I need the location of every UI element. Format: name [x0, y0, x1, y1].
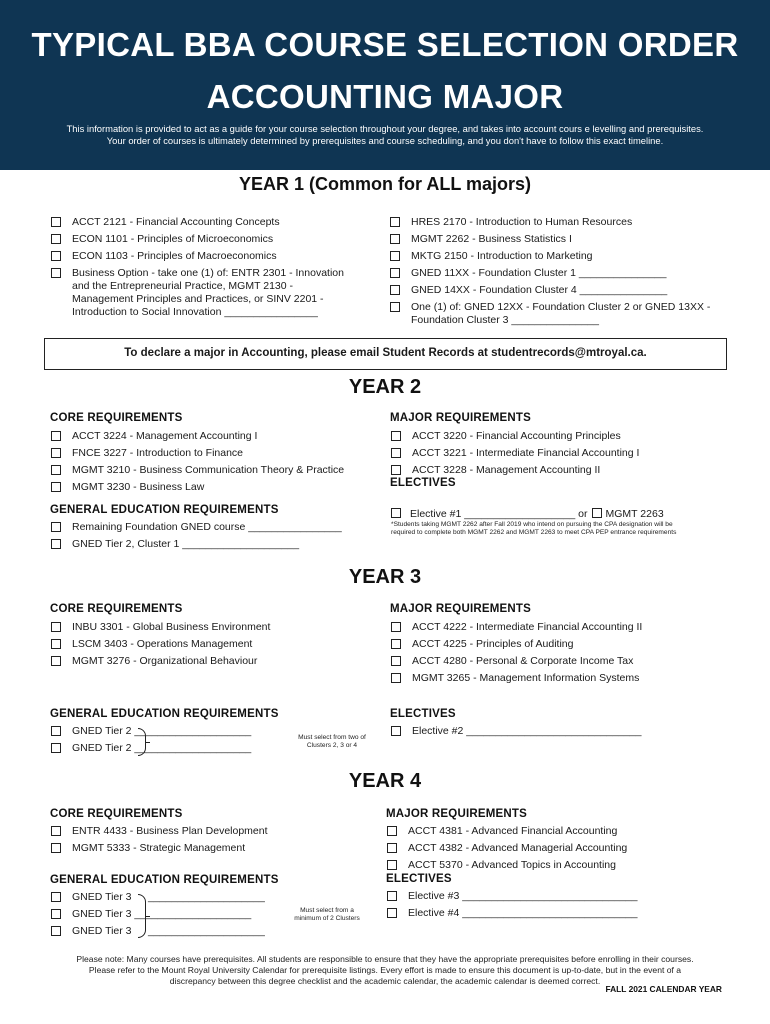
checklist-item	[51, 464, 381, 477]
year4-major-heading: MAJOR REQUIREMENTS	[386, 808, 527, 820]
checklist-item	[387, 842, 727, 855]
checkbox[interactable]	[51, 448, 61, 458]
checklist-item	[387, 859, 727, 872]
course-label: ECON 1103 - Principles of Macroeconomics	[72, 250, 277, 262]
checkbox[interactable]	[391, 726, 401, 736]
checklist-item	[51, 267, 351, 319]
checklist-item	[391, 464, 731, 477]
checklist-item	[387, 825, 727, 838]
cluster-brace	[138, 728, 146, 756]
checkbox[interactable]	[51, 926, 61, 936]
checkbox[interactable]	[390, 302, 400, 312]
checkbox[interactable]	[391, 431, 401, 441]
declare-major-box: To declare a major in Accounting, please email Student Records at studentrecords@mtroyal.ca.	[44, 338, 727, 370]
intro-line-2: Your order of courses is ultimately determined by prerequisites and course scheduling, and you don't have to follow this exact timeline.	[106, 135, 664, 146]
cluster-brace	[138, 894, 146, 938]
year2-major-heading: MAJOR REQUIREMENTS	[390, 412, 531, 424]
checklist-item	[390, 267, 730, 280]
year2-electives-heading: ELECTIVES	[390, 477, 456, 489]
course-label: MGMT 2262 - Business Statistics I	[411, 233, 572, 245]
checkbox[interactable]	[51, 217, 61, 227]
course-label: GNED Tier 2 ____________________	[72, 742, 252, 754]
checkbox[interactable]	[51, 482, 61, 492]
course-label: ACCT 3220 - Financial Accounting Principles	[412, 430, 621, 442]
checklist-item	[51, 725, 291, 738]
year4-title: YEAR 4	[348, 770, 422, 792]
footer-line: discrepancy between this degree checklist and the academic calendar, the academic calendar is deemed correct.	[169, 976, 601, 986]
year1-title: YEAR 1 (Common for ALL majors)	[238, 174, 532, 194]
checkbox[interactable]	[391, 465, 401, 475]
year3-electives-heading: ELECTIVES	[390, 708, 456, 720]
year2-gened-heading: GENERAL EDUCATION REQUIREMENTS	[50, 504, 279, 516]
checklist-item	[51, 908, 291, 921]
checklist-item	[390, 233, 730, 246]
intro-line-1: This information is provided to act as a guide for your course selection throughout your degree, and takes into account cours e levelling and prerequisites.	[66, 123, 704, 134]
checkbox[interactable]	[51, 909, 61, 919]
course-label: ACCT 4381 - Advanced Financial Accounting	[408, 825, 618, 837]
year2-core-list	[51, 430, 381, 498]
checklist-item	[390, 284, 730, 297]
footer-line: Please note: Many courses have prerequisites. All students are responsible to ensure that they have the appropriate prerequisites before enrolling in their courses.	[76, 954, 694, 964]
elective-label: Elective #3 ______________________________	[408, 890, 638, 902]
year4-gened-heading: GENERAL EDUCATION REQUIREMENTS	[50, 874, 279, 886]
course-label: INBU 3301 - Global Business Environment	[72, 621, 271, 633]
checklist-item	[51, 638, 381, 651]
checkbox[interactable]	[51, 522, 61, 532]
checklist-item	[51, 825, 381, 838]
course-label: MGMT 5333 - Strategic Management	[72, 842, 246, 854]
course-label: MGMT 3276 - Organizational Behaviour	[72, 655, 258, 667]
year2-major-list	[391, 430, 731, 481]
checklist-item	[390, 216, 730, 229]
calendar-year-label: FALL 2021 CALENDAR YEAR	[605, 984, 722, 994]
checkbox[interactable]	[391, 448, 401, 458]
year4-core-list	[51, 825, 381, 859]
footer-note	[40, 954, 730, 987]
course-label: GNED Tier 2, Cluster 1 ____________________	[72, 538, 300, 550]
checkbox[interactable]	[51, 465, 61, 475]
course-label: ENTR 4433 - Business Plan Development	[72, 825, 268, 837]
course-label: LSCM 3403 - Operations Management	[72, 638, 253, 650]
course-label: ACCT 4225 - Principles of Auditing	[412, 638, 574, 650]
elective-label: Elective #2 ______________________________	[412, 725, 642, 737]
year4-cluster-note	[282, 907, 372, 923]
course-label: MGMT 3265 - Management Information Systems	[412, 672, 640, 684]
year3-gened-list	[51, 725, 291, 759]
checkbox[interactable]	[387, 860, 397, 870]
checklist-item	[387, 890, 727, 903]
course-label: MKTG 2150 - Introduction to Marketing	[411, 250, 593, 262]
course-label: ACCT 3221 - Intermediate Financial Accounting I	[412, 447, 640, 459]
course-label: ECON 1101 - Principles of Microeconomics	[72, 233, 274, 245]
checkbox[interactable]	[51, 892, 61, 902]
course-label: FNCE 3227 - Introduction to Finance	[72, 447, 244, 459]
checklist-item	[51, 655, 381, 668]
checkbox[interactable]	[51, 234, 61, 244]
course-label: GNED 11XX - Foundation Cluster 1 _______________	[411, 267, 667, 279]
year3-cluster-note	[282, 734, 382, 750]
year2-gened-list	[51, 521, 381, 555]
intro-text	[20, 123, 750, 147]
course-label: GNED Tier 3	[72, 925, 132, 937]
checklist-item	[51, 842, 381, 855]
checkbox[interactable]	[390, 217, 400, 227]
note-line: *Students taking MGMT 2262 after Fall 2019 who intend on pursuing the CPA designation will be	[391, 521, 673, 528]
checkbox[interactable]	[390, 285, 400, 295]
elective-alt-label: MGMT 2263	[605, 508, 664, 520]
checkbox[interactable]	[387, 826, 397, 836]
year1-left-list	[51, 216, 351, 323]
year3-major-heading: MAJOR REQUIREMENTS	[390, 603, 531, 615]
course-label: GNED Tier 2 ____________________	[72, 725, 252, 737]
course-label: ACCT 2121 - Financial Accounting Concepts	[72, 216, 280, 228]
checklist-item	[51, 481, 381, 494]
course-label: ACCT 4222 - Intermediate Financial Accounting II	[412, 621, 643, 633]
checkbox[interactable]	[391, 656, 401, 666]
checkbox[interactable]	[390, 234, 400, 244]
year4-major-list	[387, 825, 727, 876]
checkbox[interactable]	[51, 726, 61, 736]
checkbox[interactable]	[51, 431, 61, 441]
checklist-item	[391, 621, 731, 634]
checkbox[interactable]	[391, 508, 401, 518]
year4-gened-line-bottom[interactable]: ____________________	[148, 925, 265, 937]
checkbox[interactable]	[390, 251, 400, 261]
checklist-item	[51, 430, 381, 443]
course-label: Business Option - take one (1) of: ENTR 2301 - Innovation and the Entrepreneurial Practice, MGMT 2130 - Management Principles and Practices, or SINV 2201 - Introduction to Social Innovation ________________	[72, 267, 344, 318]
course-label: One (1) of: GNED 12XX - Foundation Cluster 2 or GNED 13XX - Foundation Cluster 3 _______________	[411, 301, 711, 326]
checklist-item	[51, 250, 351, 263]
elective-label: Elective #4 ______________________________	[408, 907, 638, 919]
checkbox[interactable]	[51, 826, 61, 836]
year4-core-heading: CORE REQUIREMENTS	[50, 808, 183, 820]
checkbox[interactable]	[51, 539, 61, 549]
year2-title: YEAR 2	[348, 376, 422, 398]
checkbox[interactable]	[387, 843, 397, 853]
course-label: GNED Tier 3 ____________________	[72, 908, 252, 920]
checklist-item	[51, 742, 291, 755]
year3-title: YEAR 3	[348, 566, 422, 588]
year3-major-list	[391, 621, 731, 689]
course-label: ACCT 3224 - Management Accounting I	[72, 430, 258, 442]
checkbox[interactable]	[390, 268, 400, 278]
year3-core-heading: CORE REQUIREMENTS	[50, 603, 183, 615]
note-line: Clusters 2, 3 or 4	[306, 742, 358, 749]
checklist-item	[51, 233, 351, 246]
course-label: ACCT 4382 - Advanced Managerial Accounting	[408, 842, 628, 854]
page-title: TYPICAL BBA COURSE SELECTION ORDER	[31, 26, 739, 63]
checklist-item	[51, 216, 351, 229]
year3-core-list	[51, 621, 381, 672]
year4-electives-heading: ELECTIVES	[386, 873, 452, 885]
course-label: MGMT 3210 - Business Communication Theory & Practice	[72, 464, 345, 476]
checklist-item	[51, 538, 381, 551]
checkbox[interactable]	[51, 843, 61, 853]
checklist-item	[51, 521, 381, 534]
checklist-item	[391, 655, 731, 668]
checkbox[interactable]	[391, 639, 401, 649]
year2-core-heading: CORE REQUIREMENTS	[50, 412, 183, 424]
checkbox[interactable]	[51, 622, 61, 632]
course-label: ACCT 4280 - Personal & Corporate Income Tax	[412, 655, 634, 667]
checklist-item	[390, 250, 730, 263]
course-label: ACCT 3228 - Management Accounting II	[412, 464, 601, 476]
course-label: HRES 2170 - Introduction to Human Resources	[411, 216, 633, 228]
checkbox[interactable]	[51, 268, 61, 278]
checkbox[interactable]	[391, 622, 401, 632]
year1-right-list	[390, 216, 730, 331]
course-label: MGMT 3230 - Business Law	[72, 481, 205, 493]
checkbox[interactable]	[51, 656, 61, 666]
note-line: minimum of 2 Clusters	[294, 915, 360, 922]
year4-gened-line-top[interactable]: ____________________	[148, 891, 265, 903]
year3-gened-heading: GENERAL EDUCATION REQUIREMENTS	[50, 708, 279, 720]
checklist-item	[391, 638, 731, 651]
checkbox[interactable]	[391, 673, 401, 683]
checklist-item	[51, 621, 381, 634]
checklist-item	[51, 447, 381, 460]
checklist-item	[387, 907, 727, 920]
checkbox[interactable]	[387, 908, 397, 918]
checkbox[interactable]	[51, 251, 61, 261]
course-label: ACCT 5370 - Advanced Topics in Accounting	[408, 859, 616, 871]
checkbox[interactable]	[387, 891, 397, 901]
course-label: GNED 14XX - Foundation Cluster 4 _______________	[411, 284, 668, 296]
course-label: GNED Tier 3	[72, 891, 132, 903]
year3-electives-list	[391, 725, 731, 742]
year4-electives-list	[387, 890, 727, 924]
checklist-item	[391, 672, 731, 685]
checkbox[interactable]	[51, 743, 61, 753]
note-line: required to complete both MGMT 2262 and MGMT 2263 to meet CPA PEP entrance requirements	[391, 529, 677, 536]
checklist-item	[391, 447, 731, 460]
elective-label: Elective #1 ___________________ or	[410, 508, 588, 520]
checkbox[interactable]	[51, 639, 61, 649]
footer-line: Please refer to the Mount Royal University Calendar for prerequisite listings. Every effort is made to ensure this document is up-to-date, but in the event of a	[88, 965, 682, 975]
note-line: Must select from a	[300, 907, 354, 914]
checklist-item	[390, 301, 730, 327]
course-label: Remaining Foundation GNED course ________________	[72, 521, 342, 533]
checklist-item	[391, 430, 731, 443]
checkbox[interactable]	[592, 508, 602, 518]
page-subtitle: ACCOUNTING MAJOR	[206, 78, 564, 115]
checklist-item	[391, 725, 731, 738]
header-banner	[0, 0, 770, 170]
note-line: Must select from two of	[298, 734, 366, 741]
year2-elective-row	[391, 508, 664, 521]
year2-elective-note	[391, 521, 731, 537]
